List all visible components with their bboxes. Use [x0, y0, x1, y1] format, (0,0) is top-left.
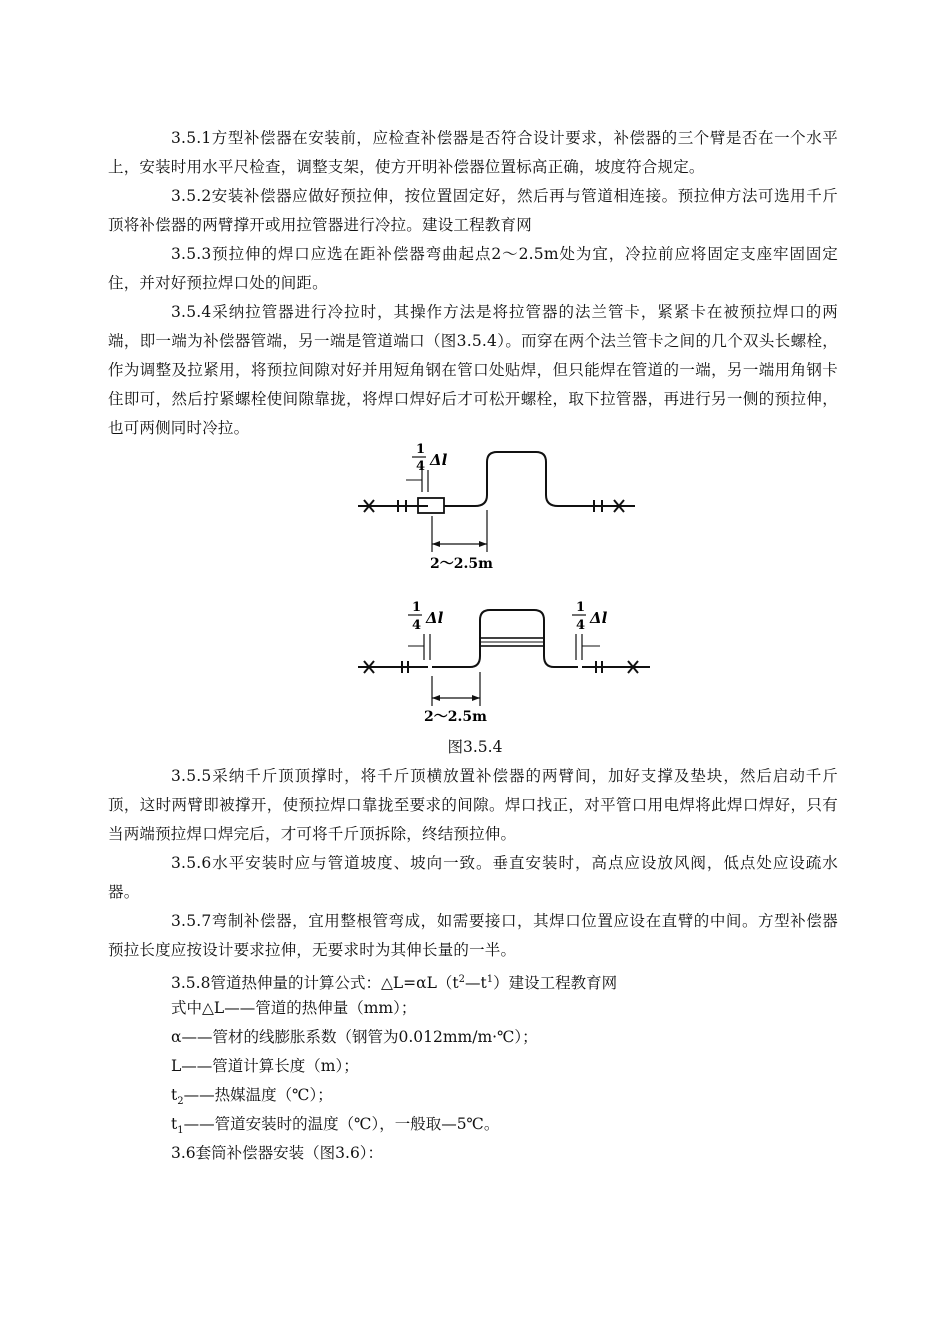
definition-l: L——管道计算长度（m）；: [171, 1057, 359, 1075]
dimension-label-top: 2～2.5m: [430, 556, 493, 572]
paragraph-3-5-3: 3.5.3预拉伸的焊口应选在距补偿器弯曲起点2～2.5m处为宜，冷拉前应将固定支座牢固固定住，并对好预拉焊口处的间距。: [108, 245, 838, 292]
t2-sub: 2: [177, 1096, 184, 1108]
figure-bottom-diagram: [350, 598, 670, 726]
formula-suffix: ）建设工程教育网: [493, 974, 618, 993]
definition-delta-l: 式中△L——管道的热伸量（mm）；: [171, 999, 417, 1017]
t2-var: t: [171, 1086, 178, 1104]
figure-top-diagram: [350, 440, 650, 575]
formula-mid: —t: [465, 974, 487, 993]
frac-den-top: 4: [416, 459, 426, 474]
figure-top-svg: [350, 440, 650, 575]
frac-num-top: 1: [416, 442, 426, 457]
frac-den-bottom-left: 4: [412, 618, 422, 633]
t2-text: ——热媒温度（℃）；: [183, 1086, 333, 1104]
paragraph-3-5-5: 3.5.5采纳千斤顶顶撑时，将千斤顶横放置补偿器的两臂间，加好支撑及垫块，然后启动千斤顶，这时两臂即被撑开，使预拉焊口靠拢至要求的间隙。焊口找正，对平管口用电焊将此焊口焊好，只有当两端预拉焊口焊完后，才可将千斤顶拆除，终结预拉伸。: [108, 767, 838, 843]
paragraph-3-5-4: 3.5.4采纳拉管器进行冷拉时，其操作方法是将拉管器的法兰管卡，紧紧卡在被预拉焊口的两端，即一端为补偿器管端，另一端是管道端口（图3.5.4）。而穿在两个法兰管卡之间的几个双头长螺栓，作为调整及拉紧用，将预拉间隙对好并用短角钢在管口处贴焊，但只能焊在管道的一端，另一端用角钢卡住即可，然后拧紧螺栓使间隙靠拢，将焊口焊好后才可松开螺栓，取下拉管器，再进行另一侧的预拉伸，也可两侧同时冷拉。: [108, 303, 838, 437]
paragraph-3-5-2: 3.5.2安装补偿器应做好预拉伸，按位置固定好，然后再与管道相连接。预拉伸方法可选用千斤顶将补偿器的两臂撑开或用拉管器进行冷拉。建设工程教育网: [108, 187, 838, 234]
t1-sub: 1: [177, 1125, 184, 1137]
formula-sup-1: 1: [486, 974, 494, 985]
section-3-6-heading: 3.6套筒补偿器安装（图3.6）：: [171, 1144, 384, 1162]
figure-bottom-svg: [350, 598, 670, 726]
delta-l-top: Δl: [430, 451, 448, 469]
definition-alpha: α——管材的线膨胀系数（钢管为0.012mm/m·℃）；: [171, 1028, 538, 1046]
frac-num-bottom-right: 1: [576, 600, 586, 615]
paragraph-3-5-6: 3.5.6水平安装时应与管道坡度、坡向一致。垂直安装时，高点应设放风阀，低点处应设疏水器。: [108, 854, 838, 901]
delta-l-bottom-left: Δl: [426, 609, 444, 627]
paragraph-3-5-7: 3.5.7弯制补偿器，宜用整根管弯成，如需要接口，其焊口位置应设在直臂的中间。方型补偿器预拉长度应按设计要求拉伸，无要求时为其伸长量的一半。: [108, 912, 838, 959]
delta-l-bottom-right: Δl: [590, 609, 608, 627]
dimension-label-bottom: 2～2.5m: [424, 709, 487, 725]
frac-num-bottom-left: 1: [412, 600, 422, 615]
t1-text: ——管道安装时的温度（℃），一般取—5℃。: [183, 1115, 500, 1133]
formula-sup-2: 2: [458, 974, 466, 985]
figure-caption: 图3.5.4: [447, 738, 503, 756]
t1-var: t: [171, 1115, 178, 1133]
formula-prefix: 3.5.8管道热伸量的计算公式：△L=αL（t: [171, 974, 459, 993]
paragraph-3-5-1: 3.5.1方型补偿器在安装前，应检查补偿器是否符合设计要求，补偿器的三个臂是否在一个水平上，安装时用水平尺检查，调整支架，使方开明补偿器位置标高正确，坡度符合规定。: [108, 129, 838, 176]
frac-den-bottom-right: 4: [576, 618, 586, 633]
